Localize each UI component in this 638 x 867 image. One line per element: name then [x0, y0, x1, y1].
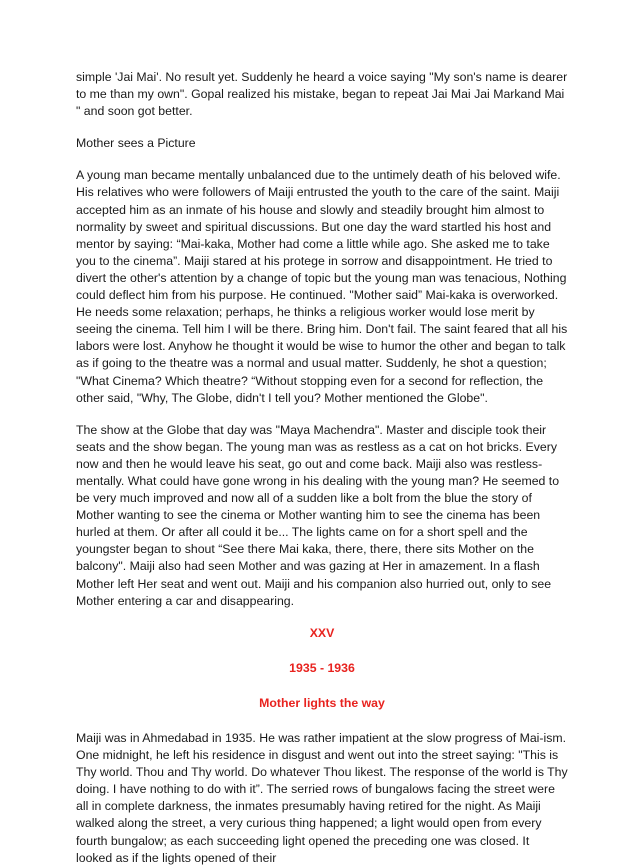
chapter-title: Mother lights the way: [259, 695, 385, 710]
paragraph-2: A young man became mentally unbalanced due to the untimely death of his beloved wife. His relatives who were followers of Maiji entrusted the youth to the care of the saint. Maiji accepted him as an inmate of his house and slowly and steadily brought him almost to normality by sweet and spiritual discussions. But one day the ward startled his host and mentor by saying: “Mai-kaka, Mother had come a little while ago. She asked me to take you to the cinema”. Maiji stared at his protege in sorrow and disappointment. He tried to divert the other's attention by a change of topic but the young man was tenacious, Nothing could deflect him from his purpose. He continued. "Mother said” Mai-kaka is overworked. He needs some relaxation; perhaps, he thinks a religious worker would lose merit by seeing the cinema. Tell him I will be there. Bring him. Don't fail. The saint feared that all his labors were lost. Anyhow he thought it would be wise to humor the other and began to talk as if going to the theatre was a normal and usual matter. Suddenly, he shot a question; "What Cinema? Which theatre? “Without stopping even for a second for reflection, the other said, "Why, The Globe, didn't I tell you? Mother mentioned the Globe".: [76, 168, 568, 405]
paragraph-3: The show at the Globe that day was "Maya Machendra". Master and disciple took their seats and the show began. The young man was as restless as a cat on hot bricks. Every now and then he would leave his seat, go out and come back. Maiji also was restless-mentally. What could have gone wrong in his dealing with the young man? He seemed to be very much improved and now all of a sudden like a bolt from the blue the story of Mother wanting to see the cinema or Mother wanting him to see the cinema has been hurled at them. Or after all could it be... The lights came on for a short spell and the youngster began to shout “See there Mai kaka, there, there, there sits Mother on the balcony". Maiji also had seen Mother and was gazing at Her in amazement. In a flash Mother left Her seat and went out. Maiji and his companion also hurried out, only to see Mother entering a car and disappearing.: [76, 422, 560, 608]
paragraph-1: simple 'Jai Mai'. No result yet. Suddenly he heard a voice saying "My son's name is dearer to me than my own". Gopal realized his mistake, began to repeat Jai Mai Jai Markand Mai " and soon got better.: [76, 70, 568, 119]
chapter-number: XXV: [309, 625, 335, 640]
chapter-years: 1935 - 1936: [289, 660, 355, 675]
section-title: Mother sees a Picture: [76, 136, 196, 151]
paragraph-4: Maiji was in Ahmedabad in 1935. He was rather impatient at the slow progress of Mai-ism. One midnight, he left his residence in disgust and went out into the street saying: "This is Thy world. Thou and Thy world. Do whatever Thou likest. The response of the world is Thy doing. I have nothing to do with it”. The serried rows of bungalows facing the street were all in complete darkness, the inmates presumably having retired for the night. As Maiji walked along the street, a very curious thing happened; a light would open from every fourth bungalow; as each succeeding light opened the preceding one was closed. It looked as if the lights opened of their: [76, 731, 568, 865]
